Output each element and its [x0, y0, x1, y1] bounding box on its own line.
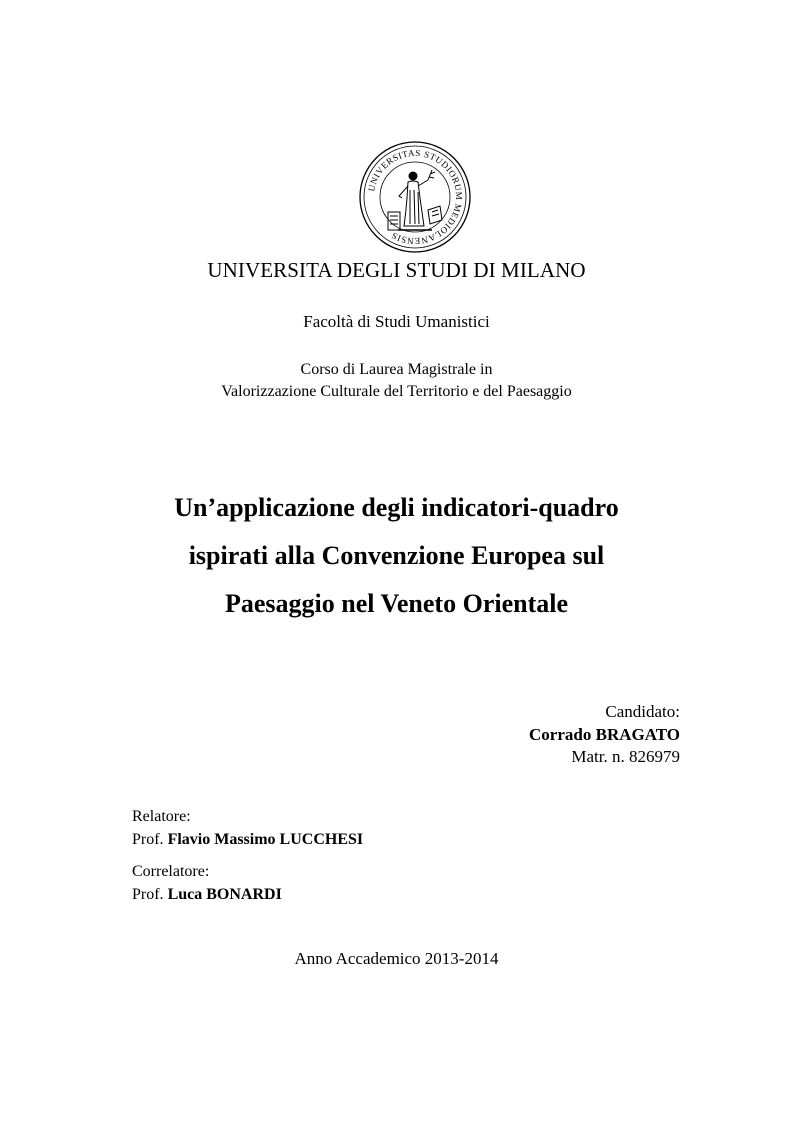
academic-year: Anno Accademico 2013-2014 — [294, 949, 499, 968]
supervisor-prefix: Prof. — [132, 831, 164, 848]
supervisor-name: Flavio Massimo LUCCHESI — [167, 831, 364, 848]
faculty-name: Facoltà di Studi Umanistici — [303, 312, 490, 331]
thesis-title-line: ispirati alla Convenzione Europea sul — [188, 541, 605, 570]
candidate-matricola: Matr. n. 826979 — [571, 747, 680, 766]
thesis-title-line: Un’applicazione degli indicatori-quadro — [174, 493, 619, 522]
university-seal-logo — [358, 140, 472, 254]
thesis-title-line: Paesaggio nel Veneto Orientale — [224, 589, 568, 618]
co-supervisor-label: Correlatore: — [132, 863, 210, 880]
supervisor-label: Relatore: — [132, 808, 191, 825]
degree-course-line1: Corso di Laurea Magistrale in — [300, 361, 493, 378]
co-supervisor-name: Luca BONARDI — [167, 886, 282, 903]
co-supervisor-line — [132, 886, 282, 904]
thesis-title — [0, 484, 793, 628]
candidate-name: Corrado BRAGATO — [529, 725, 680, 744]
candidate-label: Candidato: — [605, 702, 680, 721]
co-supervisor-prefix: Prof. — [132, 886, 164, 903]
svg-text:UNIVERSITAS STUDIORUM MEDIOLAN: UNIVERSITAS STUDIORUM MEDIOLANENSIS — [366, 147, 465, 247]
supervisor-line — [132, 831, 363, 849]
degree-course-line2: Valorizzazione Culturale del Territorio e del Paesaggio — [221, 383, 572, 400]
university-name: UNIVERSITA DEGLI STUDI DI MILANO — [207, 258, 586, 282]
